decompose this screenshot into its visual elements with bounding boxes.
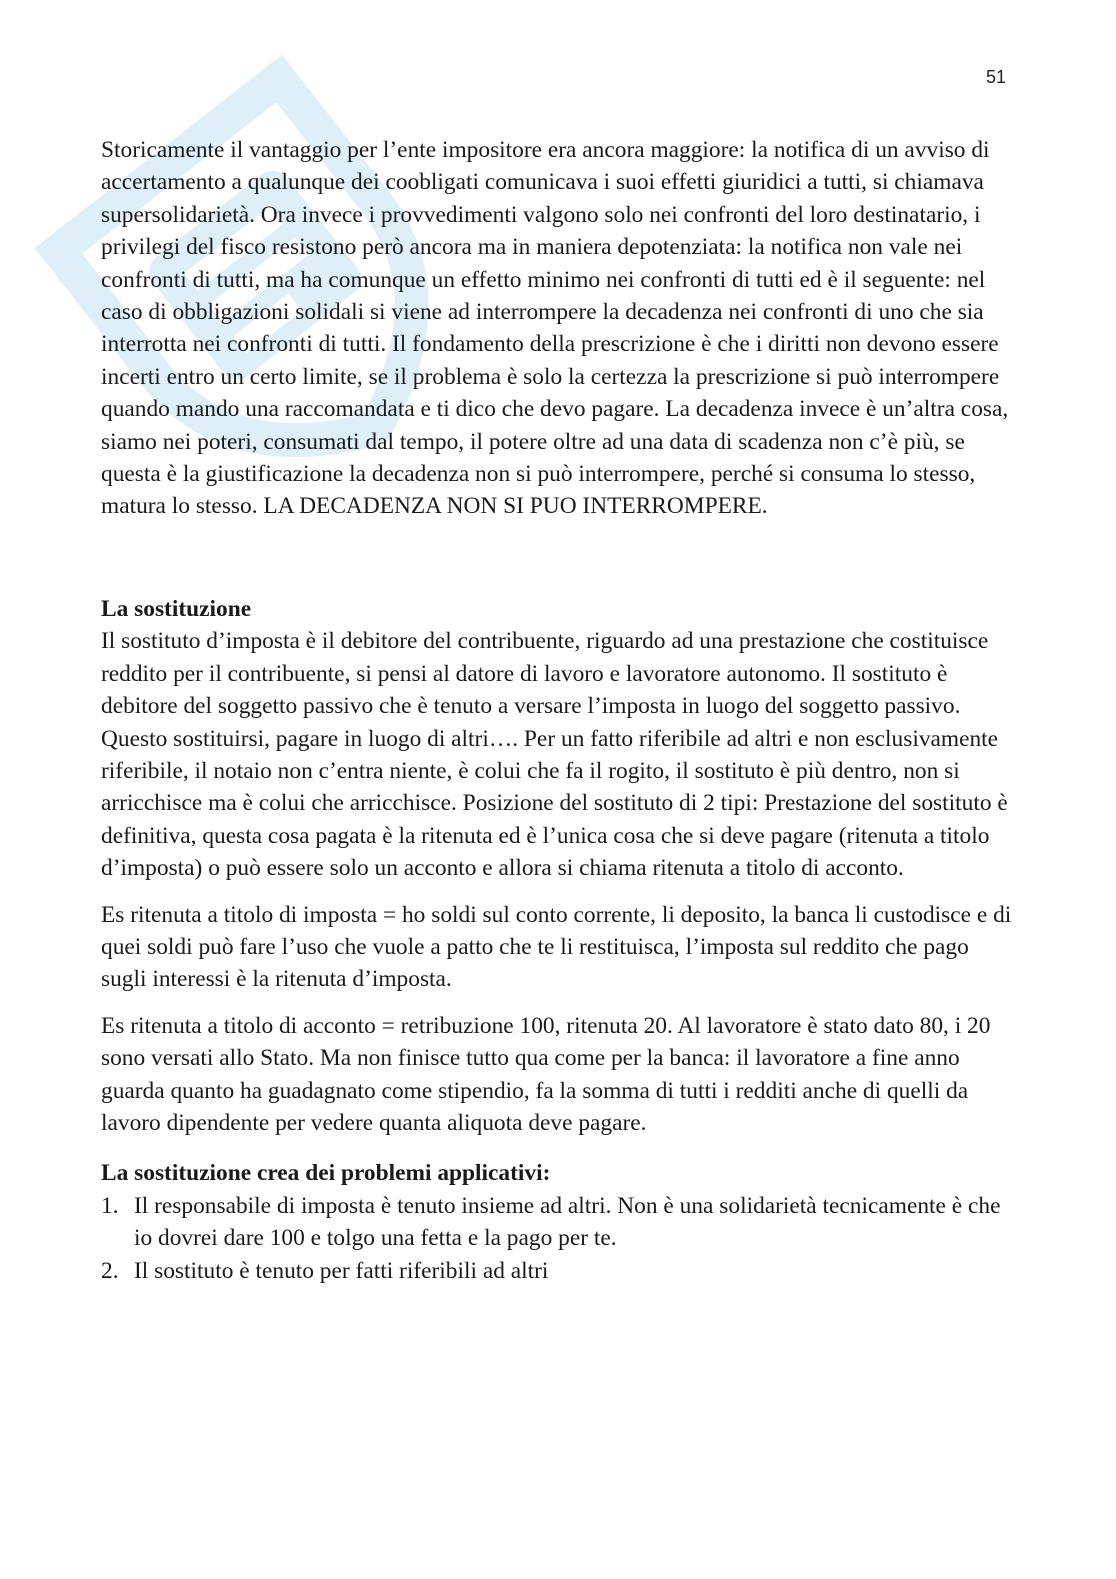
list-item-number: 2. [101, 1257, 119, 1284]
section-paragraph: Es ritenuta a titolo di acconto = retribuzione 100, ritenuta 20. Al lavoratore è stato dato 80, i 20 sono versati allo Stato. Ma non finisce tutto qua come per la banca: il lavoratore a fine anno guarda quanto ha guadagnato come stipendio, fa la somma di tutti i redditi anche di quelli da lavoro dipendente per vedere quanta aliquota deve pagare. [101, 1012, 991, 1136]
list-item-number: 1. [101, 1192, 119, 1219]
problems-list [101, 1190, 1013, 1287]
document-body [101, 134, 1013, 1287]
list-item-text: Il sostituto è tenuto per fatti riferibili ad altri [134, 1257, 549, 1284]
page-number: 51 [986, 67, 1007, 87]
list-item [101, 1255, 1013, 1287]
section-paragraph: Il sostituto d’imposta è il debitore del contribuente, riguardo ad una prestazione che costituisce reddito per il contribuente, si pensi al datore di lavoro e lavoratore autonomo. Il sostituto è debitore del soggetto passivo che è tenuto a versare l’imposta in luogo del soggetto passivo. Questo sostituirsi, pagare in luogo di altri…. Per un fatto riferibile ad altri e non esclusivamente riferibile, il notaio non c’entra niente, è colui che fa il rogito, il sostituto è più dentro, non si arricchisce ma è colui che arricchisce. Posizione del sostituto di 2 tipi: Prestazione del sostituto è definitiva, questa cosa pagata è la ritenuta ed è l’unica cosa che si deve pagare (ritenuta a titolo d’imposta) o può essere solo un acconto e allora si chiama ritenuta a titolo di acconto. [101, 628, 1008, 882]
intro-paragraph: Storicamente il vantaggio per l’ente impositore era ancora maggiore: la notifica di un avviso di accertamento a qualunque dei coobligati comunicava i suoi effetti giuridici a tutti, si chiamava supersolidarietà. Ora invece i provvedimenti valgono solo nei confronti del loro destinatario, i privilegi del fisco resistono però ancora ma in maniera depotenziata: la notifica non vale nei confronti di tutti, ma ha comunque un effetto minimo nei confronti di tutti ed è il seguente: nel caso di obbligazioni solidali si viene ad interrompere la decadenza nei confronti di uno che sia interrotta nei confronti di tutti. Il fondamento della prescrizione è che i diritti non devono essere incerti entro un certo limite, se il problema è solo la certezza la prescrizione si può interrompere quando mando una raccomandata e ti dico che devo pagare. La decadenza invece è un’altra cosa, siamo nei poteri, consumati dal tempo, il potere oltre ad una data di scadenza non c’è più, se questa è la giustificazione la decadenza non si può interrompere, perché si consuma lo stesso, matura lo stesso. LA DECADENZA NON SI PUO INTERROMPERE. [101, 137, 1009, 520]
list-item-text: Il responsabile di imposta è tenuto insieme ad altri. Non è una solidarietà tecnicamente è che io dovrei dare 100 e tolgo una fetta e la pago per te. [134, 1192, 1001, 1252]
section-paragraph: Es ritenuta a titolo di imposta = ho soldi sul conto corrente, li deposito, la banca li custodisce e di quei soldi può fare l’uso che vuole a patto che te li restituisca, l’imposta sul reddito che pago sugli interessi è la ritenuta d’imposta. [101, 901, 1012, 993]
problems-heading: La sostituzione crea dei problemi applicativi: [101, 1160, 551, 1187]
list-item [101, 1190, 1013, 1255]
section-heading: La sostituzione [101, 595, 252, 622]
